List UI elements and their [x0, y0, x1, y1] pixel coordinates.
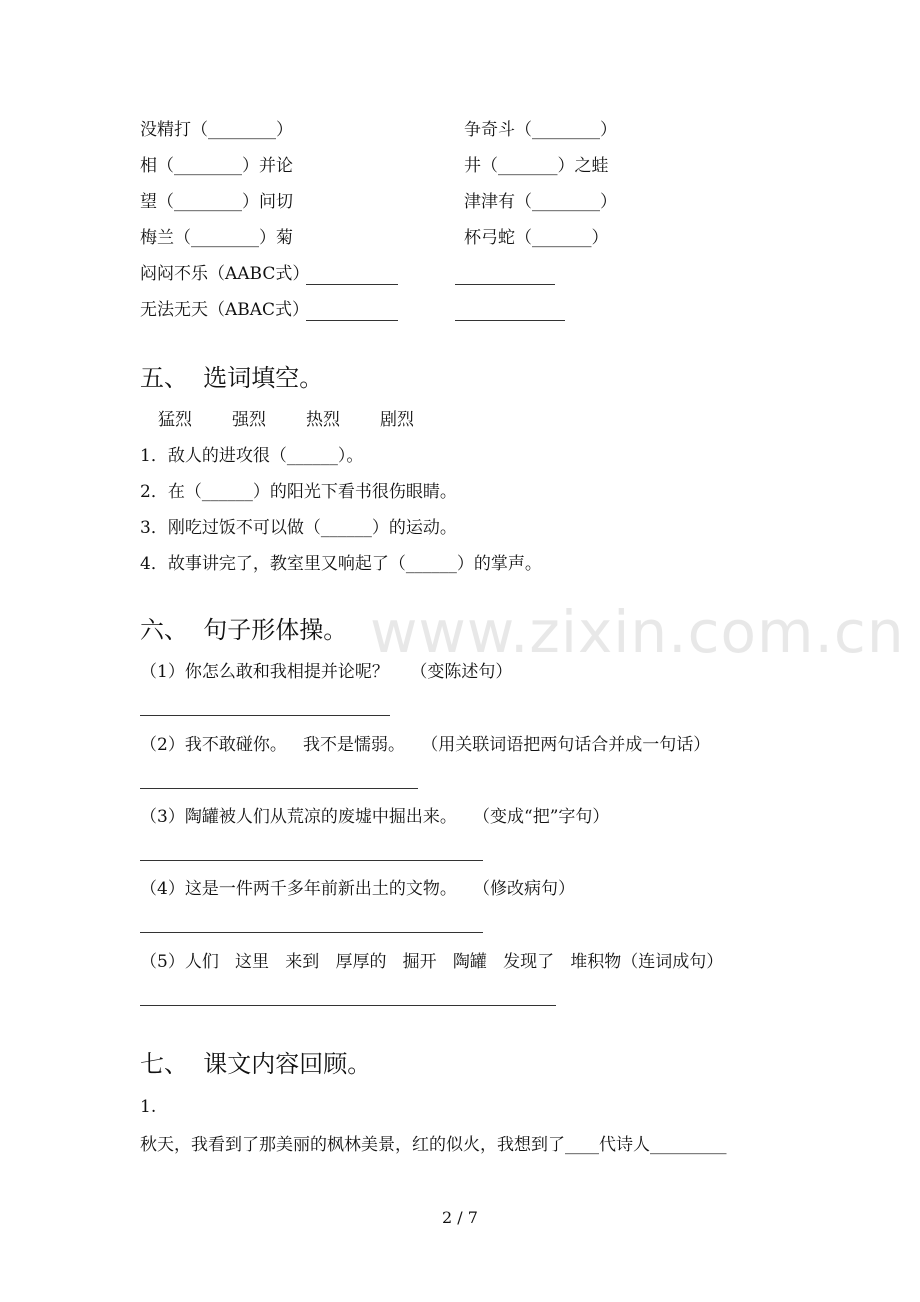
section5-item-2: 2．在（______）的阳光下看书很伤眼睛。 — [140, 482, 457, 502]
form-label-abac: 无法无天（ABAC式） — [140, 300, 310, 320]
answer-blank-abac-1[interactable] — [306, 320, 398, 321]
watermark: www.zixin.com.cn — [370, 598, 905, 666]
section7-item-text: 秋天，我看到了那美丽的枫林美景，红的似火，我想到了____代诗人_________ — [140, 1135, 727, 1155]
section6-item-3: （3）陶罐被人们从荒凉的废墟中掘出来。 （变成“把”字句） — [140, 807, 610, 827]
section5-item-4: 4．故事讲完了，教室里又响起了（______）的掌声。 — [140, 554, 542, 574]
answer-line-1[interactable] — [140, 715, 390, 716]
answer-line-2[interactable] — [140, 788, 418, 789]
section5-heading: 五、 选词填空。 — [140, 364, 324, 392]
section7-heading: 七、 课文内容回顾。 — [140, 1050, 372, 1078]
form-label-aabc: 闷闷不乐（AABC式） — [140, 264, 310, 284]
word-option-3: 热烈 — [306, 410, 340, 430]
page-number: 2 / 7 — [442, 1208, 478, 1227]
idiom-fill-7: 梅兰（________）菊 — [140, 228, 293, 248]
idiom-fill-2: 争奇斗（________） — [464, 120, 617, 140]
idiom-fill-3: 相（________）并论 — [140, 156, 293, 176]
idiom-fill-8: 杯弓蛇（_______） — [464, 228, 609, 248]
answer-line-4[interactable] — [140, 932, 483, 933]
answer-line-5[interactable] — [140, 1005, 556, 1006]
section6-item-1: （1）你怎么敢和我相提并论呢？ （变陈述句） — [140, 662, 513, 682]
section7-item-number: 1. — [140, 1097, 157, 1117]
section5-item-3: 3．刚吃过饭不可以做（______）的运动。 — [140, 518, 457, 538]
idiom-fill-1: 没精打（________） — [140, 120, 293, 140]
word-option-4: 剧烈 — [380, 410, 414, 430]
answer-blank-aabc-2[interactable] — [455, 284, 555, 285]
word-option-2: 强烈 — [232, 410, 266, 430]
idiom-fill-4: 井（_______）之蛙 — [464, 156, 609, 176]
section6-heading: 六、 句子形体操。 — [140, 616, 348, 644]
word-option-1: 猛烈 — [158, 410, 192, 430]
idiom-fill-6: 津津有（________） — [464, 192, 617, 212]
section6-item-4: （4）这是一件两千多年前新出土的文物。 （修改病句） — [140, 879, 576, 899]
section6-item-2: （2）我不敢碰你。 我不是懦弱。 （用关联词语把两句话合并成一句话） — [140, 735, 711, 755]
section5-item-1: 1．敌人的进攻很（______）。 — [140, 446, 364, 466]
idiom-fill-5: 望（________）问切 — [140, 192, 293, 212]
answer-blank-abac-2[interactable] — [455, 320, 565, 321]
answer-line-3[interactable] — [140, 860, 483, 861]
section6-item-5: （5）人们 这里 来到 厚厚的 掘开 陶罐 发现了 堆积物（连词成句） — [140, 952, 724, 972]
answer-blank-aabc-1[interactable] — [306, 284, 398, 285]
